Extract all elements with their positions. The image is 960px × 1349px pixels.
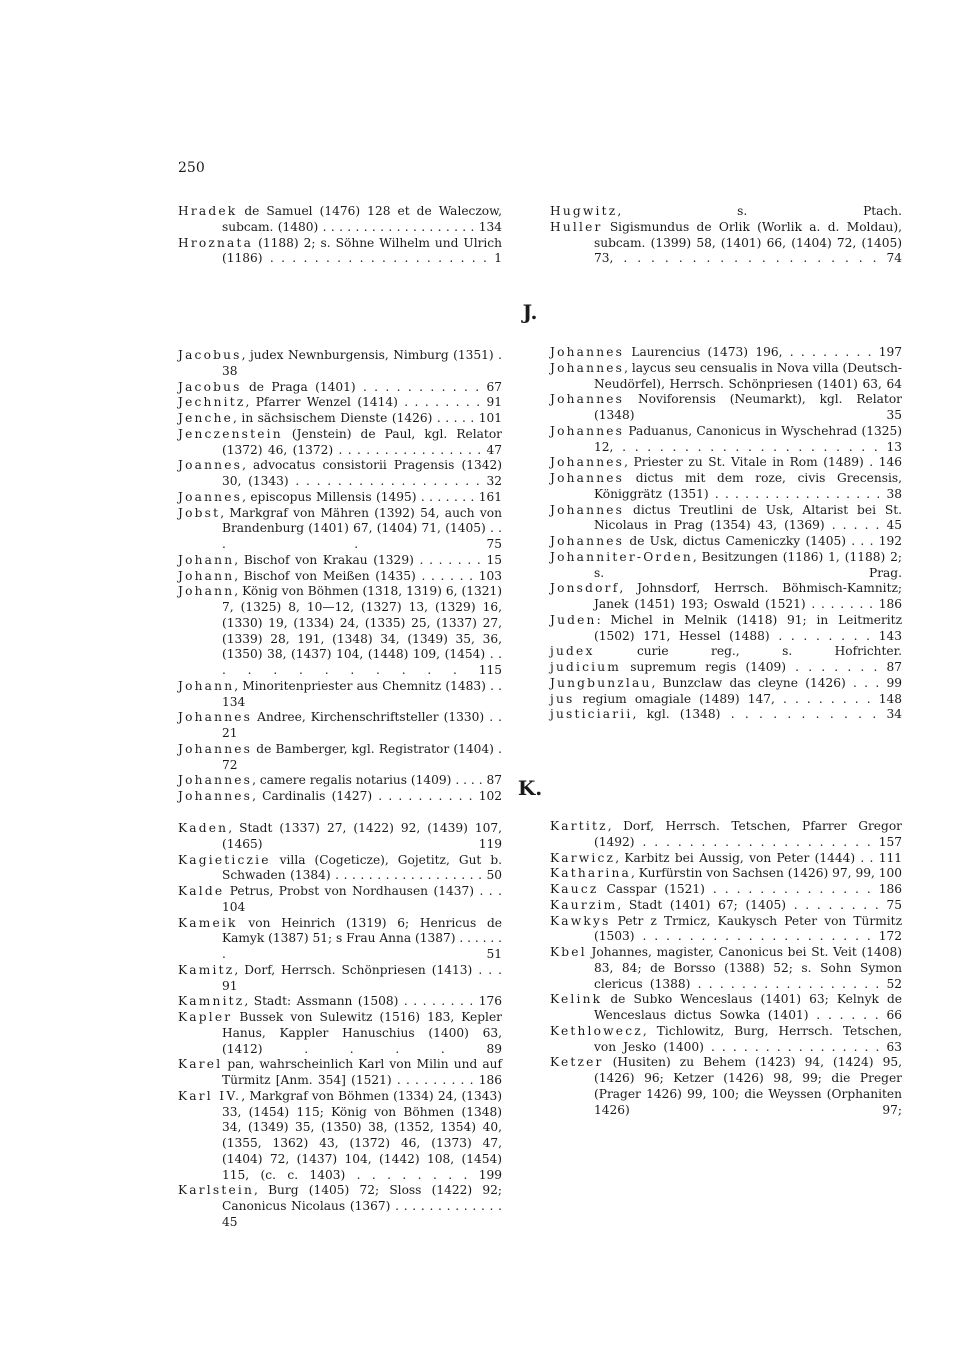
entry-headword: Jenczenstein <box>178 426 283 441</box>
entry-text: , camere regalis notarius (1409) . . . . 87 <box>252 773 502 788</box>
index-entry <box>178 411 502 427</box>
entry-text: de Samuel (1476) 128 et de Waleczow, subcam. (1480) . . . . . . . . . . . . . . . . . . . 134 <box>222 204 502 234</box>
index-entry <box>178 916 502 963</box>
entry-headword: Jacobus <box>178 348 242 362</box>
entry-headword: Johannes <box>178 789 253 803</box>
index-entry <box>178 853 502 885</box>
entry-text: Petr z Trmicz, Kaukysch Peter von Türmitz (1503) . . . . . . . . . . . . . . . . . . . . 172 <box>594 913 902 944</box>
entry-headword: Johannes <box>178 710 253 725</box>
entry-headword: Kamitz <box>178 962 235 977</box>
index-column-left-top <box>178 204 502 267</box>
entry-headword: Kethlowecz <box>550 1023 643 1038</box>
entry-text: , episcopus Millensis (1495) . . . . . . . 161 <box>242 489 502 504</box>
entry-headword: Kamnitz <box>178 994 245 1009</box>
entry-text: , Stadt (1401) 67; (1405) . . . . . . . . 75 <box>617 897 902 912</box>
entry-headword: Jacobus <box>178 379 242 394</box>
entry-headword: Johann <box>178 678 235 693</box>
entry-text: Laurencius (1473) 196, . . . . . . . . 197 <box>624 345 902 359</box>
entry-text: , Minoritenpriester aus Chemnitz (1483) . . 134 <box>222 678 502 709</box>
index-entry <box>550 471 902 503</box>
entry-text: , judex Newnburgensis, Nimburg (1351) . 38 <box>222 348 502 378</box>
entry-text: , Cardinalis (1427) . . . . . . . . . . 102 <box>252 789 502 803</box>
index-entry <box>178 1057 502 1089</box>
entry-headword: Karel <box>178 1057 223 1072</box>
index-entry <box>178 884 502 916</box>
entry-text: , Markgraf von Böhmen (1334) 24, (1343) 33, (1454) 115; König von Böhmen (1348) 34, (1349) 35, (1350) 38, (1352, 1354) 40, (1355, 1362) 43, (1372) 46, (1373) 47, (1404) 72, (1437) 104, (1442) 108, (1454) 115, (c. c. 1403) . . . . . . . . 199 <box>222 1088 502 1182</box>
entry-text: de Praga (1401) . . . . . . . . . . . 67 <box>241 379 502 394</box>
entry-text: , Besitzungen (1186) 1, (1188) 2; s. Prag. <box>594 549 902 580</box>
index-entry <box>178 395 502 411</box>
index-entry <box>178 742 502 774</box>
index-entry <box>178 679 502 711</box>
index-entry <box>178 427 502 459</box>
entry-text: , Bischof von Krakau (1329) . . . . . . . 15 <box>234 552 502 567</box>
entry-headword: Johannes <box>550 360 625 375</box>
index-entry <box>550 550 902 582</box>
entry-text: regium omagiale (1489) 147, . . . . . . . . 148 <box>574 691 902 706</box>
entry-text: Noviforensis (Neumarkt), kgl. Relator (1348) 35 <box>594 392 902 422</box>
index-entry <box>550 914 902 946</box>
entry-text: (Jenstein) de Paul, kgl. Relator (1372) 46, (1372) . . . . . . . . . . . . . . . . 47 <box>222 426 502 457</box>
entry-text: curie reg., s. Hofrichter. <box>594 644 902 659</box>
entry-headword: Kelink <box>550 992 603 1007</box>
index-entry <box>550 455 902 471</box>
index-entry <box>178 1010 502 1057</box>
entry-headword: judex <box>550 644 595 659</box>
entry-headword: Kapler <box>178 1010 233 1024</box>
entry-headword: Kameik <box>178 915 238 930</box>
index-column-left-j <box>178 348 502 805</box>
index-entry <box>550 866 902 882</box>
entry-text: (Husiten) zu Behem (1423) 94, (1424) 95, (1426) 96; Ketzer (1426) 98, 99; die Preger (Prager 1426) 99, 100; die Weyssen (Orphaniten 1426) 97; <box>594 1055 902 1117</box>
index-entry <box>550 882 902 898</box>
index-column-right-k <box>550 819 902 1118</box>
entry-headword: Johannes <box>550 345 625 359</box>
entry-text: , Burg (1405) 72; Sloss (1422) 92; Canonicus Nicolaus (1367) . . . . . . . . . . . . . 45 <box>222 1183 502 1229</box>
index-entry <box>178 963 502 995</box>
entry-headword: Johann <box>178 552 235 567</box>
entry-headword: Johannes <box>550 471 625 485</box>
index-entry <box>550 503 902 535</box>
index-entry <box>550 424 902 456</box>
index-entry <box>178 458 502 490</box>
entry-headword: Johanniter-Orden <box>550 549 693 564</box>
index-column-left-k <box>178 821 502 1231</box>
entry-headword: Ketzer <box>550 1055 604 1070</box>
entry-text: , Pfarrer Wenzel (1414) . . . . . . . . 91 <box>245 395 502 410</box>
entry-text: villa (Cogeticze), Gojetitz, Gut b. Schwaden (1384) . . . . . . . . . . . . . . . . . . 50 <box>222 852 502 883</box>
entry-headword: Kalde <box>178 884 225 898</box>
entry-headword: Karwicz <box>550 850 616 865</box>
entry-text: , Dorf, Herrsch. Schönpriesen (1413) . . . 91 <box>222 962 502 993</box>
index-entry <box>550 676 902 692</box>
index-entry <box>550 644 902 660</box>
entry-text: Bussek von Sulewitz (1516) 183, Kepler Hanus, Kappler Hanuschius (1400) 63, (1412) . . . . 89 <box>222 1010 502 1056</box>
entry-text: Andree, Kirchenschriftsteller (1330) . . 21 <box>222 710 502 740</box>
entry-text: de Subko Wenceslaus (1401) 63; Kelnyk de Wenceslaus dictus Sowka (1401) . . . . . . 66 <box>594 992 902 1022</box>
entry-headword: Johannes <box>178 773 253 788</box>
index-entry <box>550 707 902 723</box>
entry-headword: Kbel <box>550 945 587 959</box>
entry-headword: Johann <box>178 568 235 583</box>
entry-text: Casspar (1521) . . . . . . . . . . . . . . 186 <box>598 882 902 896</box>
index-entry <box>550 898 902 914</box>
entry-text: , Bischof von Meißen (1435) . . . . . . 103 <box>234 568 502 583</box>
entry-text: , König von Böhmen (1318, 1319) 6, (1321) 7, (1325) 8, 10—12, (1327) 13, (1329) 16, (1330) 19, (1334) 24, (1335) 25, (1337) 27, (1339) 28, 191, (1348) 34, (1349) 35, 36, (1350) 38, (1437) 104, (1448) 109, (1454) . . . . . . . . . . . . 115 <box>222 584 502 677</box>
entry-headword: Kartitz <box>550 819 608 833</box>
entry-text: , Kurfürstin von Sachsen (1426) 97, 99, 100 <box>631 866 902 881</box>
index-entry <box>550 1055 902 1118</box>
entry-headword: Johannes <box>550 502 625 517</box>
entry-headword: Johannes <box>550 423 625 438</box>
entry-headword: Hradek <box>178 204 238 218</box>
entry-text: de Usk, dictus Cameniczky (1405) . . . 192 <box>624 534 902 548</box>
entry-text: supremum regis (1409) . . . . . . . 87 <box>621 660 902 674</box>
index-entry <box>550 361 902 393</box>
entry-headword: judicium <box>550 660 622 674</box>
index-entry <box>550 345 902 361</box>
entry-headword: Johann <box>178 584 235 599</box>
entry-headword: Katharina <box>550 866 632 881</box>
entry-text: : Michel in Melnik (1418) 91; in Leitmeritz (1502) 171, Hessel (1488) . . . . . . . . 143 <box>594 612 902 643</box>
entry-text: (1188) 2; s. Söhne Wilhelm und Ulrich (1186) . . . . . . . . . . . . . . . . . . . . 1 <box>222 235 502 266</box>
entry-text: dictus Treutlini de Usk, Altarist bei St. Nicolaus in Prag (1354) 43, (1369) . . . . . 45 <box>594 502 902 533</box>
entry-text: pan, wahrscheinlich Karl von Milin und auf Türmitz [Anm. 354] (1521) . . . . . . . . . 186 <box>222 1057 502 1087</box>
section-heading-j: J. <box>522 300 538 324</box>
entry-text: , Markgraf von Mähren (1392) 54, auch von Brandenburg (1401) 67, (1404) 71, (1405) . . . . 75 <box>220 505 502 551</box>
entry-text: , kgl. (1348) . . . . . . . . . . . 34 <box>632 707 902 722</box>
entry-headword: Jungbunzlau <box>550 675 652 690</box>
index-entry <box>178 506 502 553</box>
index-entry <box>550 692 902 708</box>
entry-headword: Juden <box>550 612 597 627</box>
index-entry <box>550 534 902 550</box>
entry-text: , Tichlowitz, Burg, Herrsch. Tetschen, von Jesko (1400) . . . . . . . . . . . . . . . . 63 <box>594 1023 902 1054</box>
index-entry <box>178 584 502 679</box>
index-entry <box>178 710 502 742</box>
entry-text: dictus mit dem roze, civis Grecensis, Königgrätz (1351) . . . . . . . . . . . . . . . . . 38 <box>594 471 902 501</box>
page-number: 250 <box>178 160 205 176</box>
entry-text: , advocatus consistorii Pragensis (1342) 30, (1343) . . . . . . . . . . . . . . . . . . 32 <box>222 458 502 488</box>
entry-text: , Bunzclaw das cleyne (1426) . . . 99 <box>651 675 902 690</box>
entry-headword: Jonsdorf <box>550 581 620 596</box>
entry-headword: Joannes <box>178 489 243 504</box>
index-entry <box>178 994 502 1010</box>
entry-headword: Johannes <box>550 534 625 548</box>
index-column-right-j <box>550 345 902 723</box>
entry-text: , in sächsischem Dienste (1426) . . . . . 101 <box>233 411 502 425</box>
entry-headword: Kagieticzie <box>178 852 271 867</box>
entry-headword: Joannes <box>178 458 243 473</box>
entry-text: Paduanus, Canonicus in Wyschehrad (1325) 12, . . . . . . . . . . . . . . . . . . . . . 13 <box>594 423 902 454</box>
index-entry <box>550 851 902 867</box>
entry-headword: Kaurzim <box>550 897 618 912</box>
entry-headword: jus <box>550 691 575 706</box>
entry-text: , s. Ptach. <box>617 204 902 218</box>
index-entry <box>178 236 502 268</box>
entry-text: , Stadt: Assmann (1508) . . . . . . . . 176 <box>244 994 502 1009</box>
entry-headword: Karl IV. <box>178 1088 242 1103</box>
index-entry <box>178 490 502 506</box>
index-entry <box>178 1089 502 1184</box>
entry-headword: Johannes <box>550 455 625 470</box>
index-entry <box>178 1183 502 1230</box>
index-entry <box>550 819 902 851</box>
index-column-right-top <box>550 204 902 267</box>
entry-text: , Stadt (1337) 27, (1422) 92, (1439) 107, (1465) 119 <box>222 821 502 851</box>
entry-headword: Karlstein <box>178 1183 255 1198</box>
index-entry <box>550 220 902 267</box>
entry-text: von Heinrich (1319) 6; Henricus de Kamyk (1387) 51; s Frau Anna (1387) . . . . . . . 51 <box>222 915 503 961</box>
entry-text: Petrus, Probst von Nordhausen (1437) . . . 104 <box>222 884 502 914</box>
entry-text: , laycus seu censualis in Nova villa (Deutsch-Neudörfel), Herrsch. Schönpriesen (1401) 63, 64 <box>594 360 902 391</box>
entry-headword: Kaden <box>178 821 229 835</box>
index-entry <box>178 380 502 396</box>
index-entry <box>178 821 502 853</box>
entry-text: Johannes, magister, Canonicus bei St. Veit (1408) 83, 84; de Borsso (1388) 52; s. Sohn Symon clericus (1388) . . . . . . . . . . . . . . . . . 52 <box>586 945 902 991</box>
entry-headword: Johannes <box>550 392 625 407</box>
entry-headword: Jechnitz <box>178 395 246 410</box>
entry-headword: Hugwitz <box>550 204 618 218</box>
entry-text: de Bamberger, kgl. Registrator (1404) . 72 <box>222 741 502 772</box>
entry-text: , Priester zu St. Vitale in Rom (1489) . 146 <box>624 455 902 470</box>
entry-headword: Hroznata <box>178 235 254 250</box>
entry-text: , Johnsdorf, Herrsch. Böhmisch-Kamnitz; Janek (1451) 193; Oswald (1521) . . . . . . . 186 <box>594 581 902 611</box>
entry-headword: Huller <box>550 219 603 234</box>
entry-headword: Jobst <box>178 505 221 520</box>
entry-headword: Johannes <box>178 741 253 756</box>
index-entry <box>550 613 902 645</box>
index-entry <box>178 569 502 585</box>
index-entry <box>550 581 902 613</box>
index-entry <box>550 660 902 676</box>
entry-headword: justiciarii <box>550 707 633 722</box>
entry-headword: Jenche <box>178 411 234 425</box>
index-entry <box>550 992 902 1024</box>
entry-headword: Kawkys <box>550 913 611 928</box>
index-entry <box>550 1024 902 1056</box>
index-entry <box>178 348 502 380</box>
entry-text: , Karbitz bei Aussig, von Peter (1444) . . 111 <box>615 850 902 865</box>
index-entry <box>550 945 902 992</box>
entry-text: Sigismundus de Orlik (Worlik a. d. Moldau), subcam. (1399) 58, (1401) 66, (1404) 72, (1405) 73, . . . . . . . . . . . . . . . . . . . 74 <box>594 219 902 266</box>
section-heading-k: K. <box>517 776 543 800</box>
entry-text: , Dorf, Herrsch. Tetschen, Pfarrer Gregor (1492) . . . . . . . . . . . . . . . . . . . . 157 <box>594 819 902 849</box>
index-entry <box>178 204 502 236</box>
index-entry <box>550 204 902 220</box>
index-entry <box>550 392 902 424</box>
entry-headword: Kaucz <box>550 882 599 896</box>
index-entry <box>178 553 502 569</box>
